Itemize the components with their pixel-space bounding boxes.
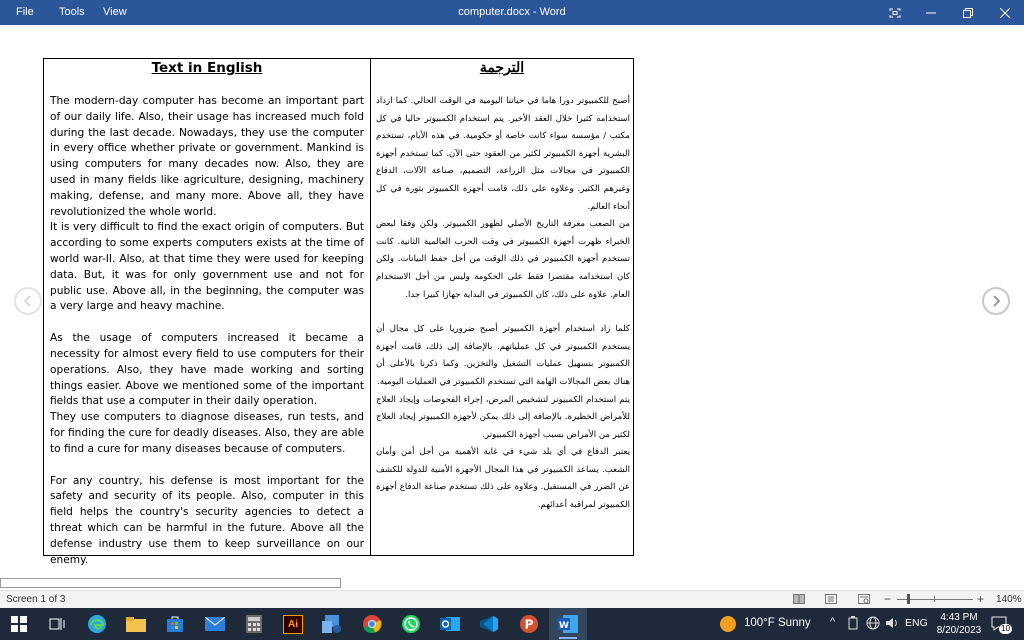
en-paragraph: As the usage of computers increased it became a necessity for almost every field to use computers for their operations. Also, they have made working and sorting things easier. Above we mentioned some of the important fields that use a computer in their daily operation. xyxy=(50,332,364,408)
task-view-button[interactable] xyxy=(38,608,76,640)
restore-icon xyxy=(963,8,973,18)
english-heading: Text in English xyxy=(151,60,263,76)
illustrator-button[interactable] xyxy=(274,608,312,640)
zoom-100-tick xyxy=(934,596,935,602)
svg-text:P: P xyxy=(524,617,534,632)
word-button[interactable] xyxy=(549,608,587,640)
menu-view[interactable]: View xyxy=(103,6,127,18)
chrome-button[interactable] xyxy=(353,608,391,640)
zoom-level[interactable]: 140% xyxy=(996,594,1022,605)
close-icon xyxy=(1000,8,1010,18)
minimize-button[interactable] xyxy=(913,0,949,25)
store-button[interactable] xyxy=(156,608,194,640)
edge-icon xyxy=(87,614,107,634)
close-button[interactable] xyxy=(987,0,1023,25)
globe-icon[interactable] xyxy=(866,616,880,630)
chevron-right-icon xyxy=(991,295,1001,307)
chevron-up-icon[interactable]: ^ xyxy=(830,616,836,628)
document-area[interactable] xyxy=(0,25,1024,590)
read-mode-icon[interactable] xyxy=(793,594,805,604)
weather-sun-icon[interactable] xyxy=(720,616,736,632)
taskbar xyxy=(0,608,1024,640)
next-screen-button[interactable] xyxy=(982,287,1010,315)
task-view-icon xyxy=(49,617,65,631)
zoom-in-button[interactable]: + xyxy=(977,592,985,606)
edge-button[interactable] xyxy=(78,608,116,640)
en-paragraph: It is very difficult to find the exact origin of computers. But according to some experts computers exists at the time of world war-II. Also, at that time they were used for keeping data. But, it was for only government use and not for public use. Above all, in the beginning, the computer was a very large and heavy machine. xyxy=(50,221,364,313)
language-indicator[interactable]: ENG xyxy=(905,617,928,629)
menu-file[interactable]: File xyxy=(16,6,34,18)
outlook-button[interactable] xyxy=(431,608,469,640)
title-bar xyxy=(0,0,1024,25)
chrome-icon xyxy=(362,614,382,634)
chevron-left-icon xyxy=(23,295,33,307)
speaker-icon[interactable] xyxy=(885,616,899,630)
english-text[interactable] xyxy=(50,94,364,568)
notification-count: 10 xyxy=(1001,624,1010,633)
status-bar xyxy=(0,590,1024,608)
illustrator-icon xyxy=(283,615,303,634)
powerpoint-icon xyxy=(519,614,539,634)
arabic-text[interactable] xyxy=(376,93,630,515)
file-explorer-button[interactable] xyxy=(117,608,155,640)
powerpoint-button[interactable] xyxy=(510,608,548,640)
weather-text[interactable]: 100°F Sunny xyxy=(744,617,811,629)
mail-icon xyxy=(205,617,225,631)
battery-icon[interactable] xyxy=(848,616,858,630)
windows-start-icon xyxy=(11,616,27,632)
folder-icon xyxy=(126,616,146,632)
english-column xyxy=(44,59,370,566)
translation-table xyxy=(43,58,634,566)
maximize-button[interactable] xyxy=(950,0,986,25)
calculator-button[interactable] xyxy=(235,608,273,640)
outlook-icon xyxy=(440,615,460,633)
illustrator-label: Ai xyxy=(288,618,298,630)
ar-paragraph: يتم استخدام الكمبيوتر لتشخيص المرض، إجراء الفحوصات وإيجاد العلاج للأمراض الخطيرة. بالإضافة إلى ذلك يمكن لأجهزة الكمبيوتر إيجاد العلاج لكثير من الأمراض بسبب أجهزة الكمبيوتر. xyxy=(376,394,630,440)
en-paragraph: For any country, his defense is most important for the safety and security of its people. Also, computer in this field helps the country's security agencies to detect a threat which can be harmful in the future. Above all the defense industry use them to keep surveillance on our enemy. xyxy=(50,474,364,566)
horizontal-scrollbar[interactable] xyxy=(0,578,341,588)
screen-indicator: Screen 1 of 3 xyxy=(6,594,66,605)
clock-time: 4:43 PM xyxy=(940,612,978,623)
zoom-slider-thumb[interactable] xyxy=(907,594,910,604)
arabic-column xyxy=(371,59,633,555)
clock[interactable] xyxy=(934,611,984,637)
window-title: computer.docx - Word xyxy=(458,6,566,18)
ar-paragraph: يعتبر الدفاع في أي بلد شيء في غاية الأهمية من أجل أمن وأمان الشعب. يساعد الكمبيوتر في هذا المجال الأجهزة الأمنية للدولة للكشف عن الضرر في المستقبل. وعلاوة على ذلك تستخدم صناعة الدفاع أجهزة الكمبيوتر لمراقبة أعدائهم. xyxy=(376,447,630,511)
focus-mode-button[interactable] xyxy=(877,0,913,25)
web-layout-icon[interactable] xyxy=(858,594,870,604)
start-button[interactable] xyxy=(0,608,38,640)
ar-paragraph: كلما زاد استخدام أجهزة الكمبيوتر أصبح ضروريا على كل مجال أن يستخدم الكمبيوتر في كل عملياتهم. بالإضافة إلى ذلك، قامت أجهزة الكمبيوتر بتسهيل عمليات التشغيل والتخزين. وكما ذكرنا بالأعلى أن هناك بعض المجالات الهامة التي تستخدم الكمبيوتر في العمليات اليومية. xyxy=(376,324,630,387)
vscode-icon xyxy=(480,615,498,633)
store-icon xyxy=(166,615,184,633)
photos-icon xyxy=(322,615,342,633)
vscode-button[interactable] xyxy=(470,608,508,640)
clock-date: 8/20/2023 xyxy=(936,625,982,636)
minimize-icon xyxy=(926,8,936,18)
zoom-out-button[interactable]: − xyxy=(884,592,892,606)
mail-button[interactable] xyxy=(196,608,234,640)
word-icon xyxy=(558,615,578,633)
previous-screen-button[interactable] xyxy=(14,287,42,315)
whatsapp-button[interactable] xyxy=(392,608,430,640)
en-paragraph: The modern-day computer has become an important part of our daily life. Also, their usage has increased much fold during the last decade. Nowadays, they use the computer in every office whether private or government. Mankind is using computers for many decades now. Also, they are used in many fields like agriculture, designing, machinery making, defense, and many more. Above all, they have revolutionized the whole world. xyxy=(50,95,364,218)
menu-tools[interactable]: Tools xyxy=(59,6,85,18)
notification-center-button[interactable] xyxy=(990,614,1010,634)
ar-paragraph: أصبح للكمبيوتر دورا هاما في حياتنا اليومية في الوقت الحالي. كما ازداد استخدامه كثيرا خلال العقد الأخير. يتم استخدام الكمبيوتر حاليا في كل مكتب / مؤسسة سواء كانت خاصة أو حكومية. في هذه الأيام، تستخدم البشرية أجهزة الكمبيوتر لكثير من العقود حتى الآن. كما تستخدم أجهزة الكمبيوتر في مجالات مثل الزراعة، التصميم، صناعة الآلات، الدفاع وغيرهم الكثير. وعلاوة على ذلك، قامت أجهزة الكمبيوتر بثورة في كل أنحاء العالم. xyxy=(376,96,630,212)
ar-paragraph: من الصعب معرفة التاريخ الأصلي لظهور الكمبيوتر. ولكن وفقا لبعض الخبراء ظهرت أجهزة الكمبيوتر في وقت الحرب العالمية الثانية. كانت تستخدم أجهزة الكمبيوتر في ذلك الوقت من أجل حفظ البيانات. ولكن كان استخدامه مقتصرا فقط على الحكومة وليس من أجل الاستخدام العام. علاوة على ذلك، كان الكمبيوتر في البداية جهازا كبيرا جدا. xyxy=(376,219,630,300)
en-paragraph: They use computers to diagnose diseases, run tests, and for finding the cure for deadly diseases. Also, they are able to find a cure for many diseases because of computers. xyxy=(50,411,364,455)
arabic-heading: الترجمة xyxy=(479,60,525,76)
svg-text:W: W xyxy=(559,621,569,631)
whatsapp-icon xyxy=(401,614,421,634)
calculator-icon xyxy=(246,615,262,633)
print-layout-icon[interactable] xyxy=(825,594,837,604)
photos-button[interactable] xyxy=(313,608,351,640)
focus-mode-icon xyxy=(889,8,901,18)
